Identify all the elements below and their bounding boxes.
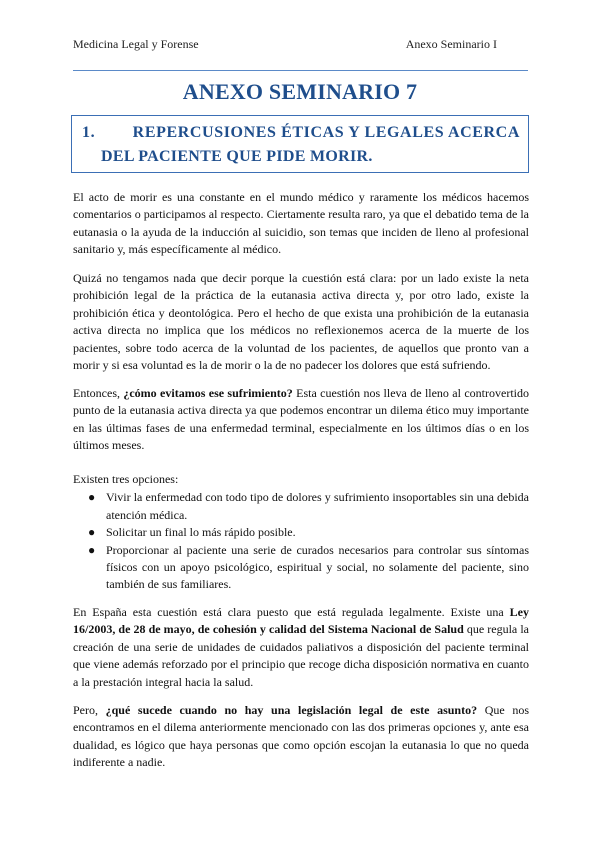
law-reference: Ley 16/2003, de 28 de mayo, de cohesión y calidad del Sistema Nacional de Salud (73, 605, 529, 637)
paragraph-3 (73, 385, 529, 455)
list-item (73, 542, 529, 594)
bullet-icon: ● (88, 490, 96, 505)
paragraph-3-pre: Entonces, (73, 386, 124, 400)
paragraph-2-text: Quizá no tengamos nada que decir porque la cuestión está clara: por un lado existe la neta prohibición legal de la práctica de la eutanasia activa directa y, por otro lado, existe la prohibición ética y deontológica. Pero el hecho de que exista una prohibición de la eutanasia activa directa no implica que los médicos no reflexionemos acerca de la muerte de los pacientes, sobre todo acerca de la voluntad de los pacientes, de aquellos que pronto van a morir y si esa voluntad es la de morir o la de no padecer los dolores que está sufriendo. (73, 271, 529, 373)
section-number: 1. (82, 124, 96, 141)
list-item-text: Solicitar un final lo más rápido posible. (106, 525, 296, 540)
section-heading-line-1 (82, 121, 520, 145)
page-title: ANEXO SEMINARIO 7 (182, 79, 418, 104)
header-divider (73, 70, 528, 71)
section-heading-box (71, 115, 529, 173)
header-left-text: Medicina Legal y Forense (73, 37, 199, 51)
paragraph-6-question: ¿qué sucede cuando no hay una legislación legal de este asunto? (105, 703, 478, 717)
paragraph-3-question: ¿cómo evitamos ese sufrimiento? (123, 386, 293, 400)
running-header (73, 37, 527, 52)
list-item-text: Vivir la enfermedad con todo tipo de dolores y sufrimiento insoportables sin una debida atención médica. (106, 490, 529, 522)
paragraph-6-text (73, 702, 529, 772)
paragraph-5-text (73, 604, 529, 691)
section-heading-line-2: DEL PACIENTE QUE PIDE MORIR. (101, 148, 373, 165)
paragraph-6-post: Que nos encontramos en el dilema anteriormente mencionado con las dos primeras opciones y, ante esa dualidad, es lógico que haya personas que como opción escojan la eutanasia lo que no queda indiferente a nadie. (73, 703, 529, 770)
bullet-icon: ● (88, 525, 96, 540)
list-item (73, 489, 529, 524)
paragraph-1-text: El acto de morir es una constante en el mundo médico y raramente los médicos hacemos comentarios o participamos al respecto. Ciertamente resulta raro, ya que el debatido tema de la eutanasia o la ayuda de la inducción al suicidio, son temas que inciden de lleno al profesional sanitario y, más específicamente al médico. (73, 190, 529, 257)
paragraph-5-pre: En España esta cuestión está clara puesto que está regulada legalmente. Existe una (73, 605, 510, 619)
list-item-text: Proporcionar al paciente una serie de curados necesarios para controlar sus síntomas físicos con un apoyo psicológico, espiritual y social, no solamente del paciente, sino también de sus familiares. (106, 542, 529, 592)
paragraph-6 (73, 702, 529, 772)
paragraph-3-text (73, 385, 529, 455)
options-section (73, 471, 529, 594)
paragraph-5 (73, 604, 529, 691)
paragraph-5-post: que regula la creación de una serie de unidades de cuidados paliativos a disposición del paciente terminal que viene además reforzado por el principio que recoge dicha disposición normativa en cuanto a la prestación integral hacia la salud. (73, 622, 529, 689)
options-intro: Existen tres opciones: (73, 472, 179, 486)
options-list (73, 489, 529, 593)
paragraph-2 (73, 270, 529, 374)
section-heading-text-1: REPERCUSIONES ÉTICAS Y LEGALES ACERCA (132, 124, 520, 141)
bullet-icon: ● (88, 542, 96, 557)
header-right-text: Anexo Seminario I (405, 37, 497, 51)
paragraph-3-post: Esta cuestión nos lleva de lleno al controvertido punto de la eutanasia activa directa ya que podemos encontrar un dilema ético muy importante en las últimas fases de una enfermedad terminal, especialmente en los últimos días o en los últimos meses. (73, 386, 529, 453)
paragraph-1 (73, 189, 529, 259)
paragraph-6-pre: Pero, (73, 703, 106, 717)
list-item (73, 524, 529, 541)
